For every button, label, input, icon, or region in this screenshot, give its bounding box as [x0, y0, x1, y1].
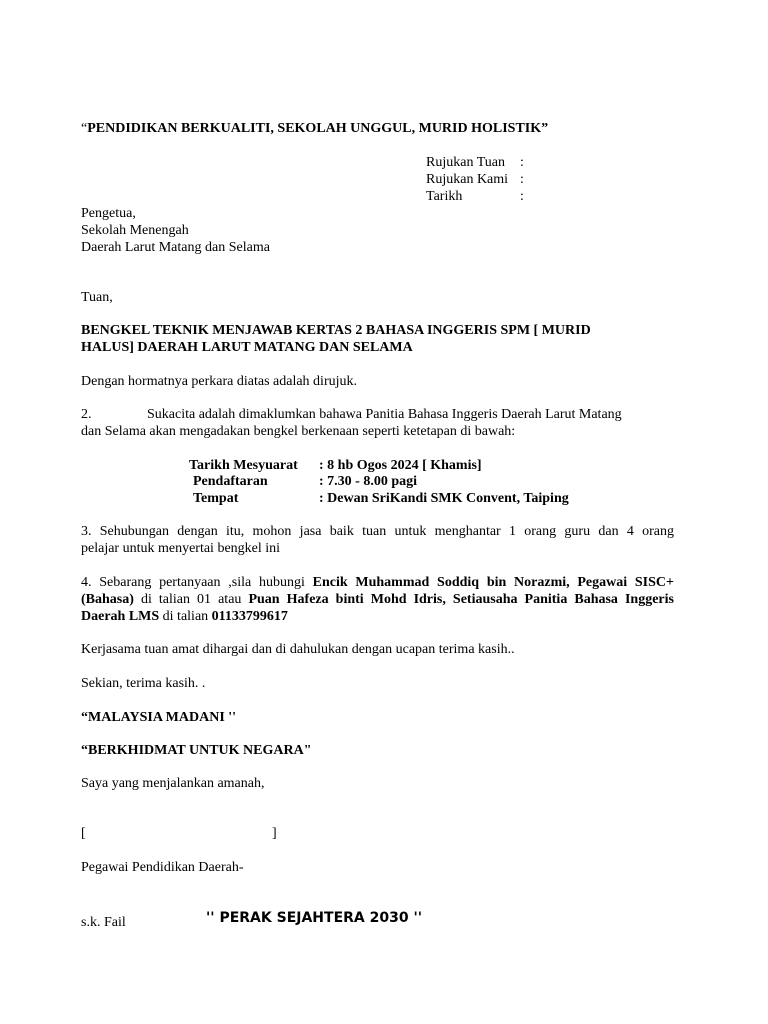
contact-person-2: Puan Hafeza binti Mohd Idris, Setiausaha Panitia Bahasa Inggeris Daerah LMS — [81, 592, 674, 624]
paragraph-3-line-2: pelajar untuk menyertai bengkel ini — [81, 541, 281, 556]
closing-sentence: Sekian, terima kasih. . — [81, 676, 206, 691]
trust-statement: Saya yang menjalankan amanah, — [81, 776, 265, 791]
event-value: : Dewan SriKandi SMK Convent, Taiping — [319, 491, 569, 506]
reference-separator: : — [520, 172, 524, 187]
event-date-row — [189, 457, 482, 474]
motto-open-quote: “ — [81, 121, 88, 136]
recipient-line-3: Daerah Larut Matang dan Selama — [81, 240, 270, 255]
event-venue-row — [189, 490, 569, 507]
paragraph-number: 2. — [81, 407, 92, 422]
salutation: Tuan, — [81, 290, 113, 305]
reference-separator: : — [520, 155, 524, 170]
reference-date — [426, 188, 524, 205]
paragraph-4 — [81, 574, 674, 625]
reference-your — [426, 154, 524, 171]
event-label: Pendaftaran — [193, 474, 268, 489]
paragraph-4-text: di talian — [159, 609, 212, 624]
recipient-line-1: Pengetua, — [81, 206, 136, 221]
event-registration-row — [189, 473, 417, 490]
event-label: Tarikh Mesyuarat — [189, 458, 298, 473]
event-label: Tempat — [193, 491, 239, 506]
event-value: : 7.30 - 8.00 pagi — [319, 474, 417, 489]
cc-file: s.k. Fail — [81, 915, 126, 930]
reference-separator: : — [520, 189, 524, 204]
paragraph-2-line-1 — [81, 406, 622, 423]
paragraph-2-line-2: dan Selama akan mengadakan bengkel berkenaan seperti ketetapan di bawah: — [81, 424, 516, 439]
paragraph-3-line-1: 3. Sehubungan dengan itu, mohon jasa baik tuan untuk menghantar 1 orang guru dan 4 orang — [81, 524, 674, 539]
opening-sentence: Dengan hormatnya perkara diatas adalah dirujuk. — [81, 374, 358, 389]
subject-line-2: HALUS] DAERAH LARUT MATANG DAN SELAMA — [81, 340, 413, 355]
reference-label: Tarikh — [426, 189, 463, 204]
signature-close-bracket: ] — [272, 826, 277, 841]
perak-slogan: '' PERAK SEJAHTERA 2030 '' — [206, 910, 423, 926]
reference-label: Rujukan Kami — [426, 172, 509, 187]
motto-text: PENDIDIKAN BERKUALITI, SEKOLAH UNGGUL, MURID HOLISTIK” — [87, 121, 549, 136]
reference-ours — [426, 171, 524, 188]
slogan-berkhidmat: “BERKHIDMAT UNTUK NEGARA" — [81, 743, 312, 758]
signature-open-bracket: [ — [81, 826, 86, 841]
subject-line-1: BENGKEL TEKNIK MENJAWAB KERTAS 2 BAHASA INGGERIS SPM [ MURID — [81, 323, 591, 338]
reference-label: Rujukan Tuan — [426, 155, 505, 170]
recipient-line-2: Sekolah Menengah — [81, 223, 189, 238]
contact-phone: 01133799617 — [211, 609, 288, 624]
thanks-sentence: Kerjasama tuan amat dihargai dan di dahulukan dengan ucapan terima kasih.. — [81, 642, 515, 657]
officer-title: Pegawai Pendidikan Daerah- — [81, 860, 244, 875]
motto-heading — [81, 120, 548, 137]
event-value: : 8 hb Ogos 2024 [ Khamis] — [319, 458, 482, 473]
contact-person-1: Encik Muhammad Soddiq bin Norazmi, Pegawai SISC+ (Bahasa) — [81, 575, 675, 607]
paragraph-4-text: di talian 01 atau — [133, 592, 249, 607]
paragraph-text: Sukacita adalah dimaklumkan bahawa Panitia Bahasa Inggeris Daerah Larut Matang — [147, 407, 622, 422]
slogan-malaysia-madani: “MALAYSIA MADANI '' — [81, 710, 237, 725]
paragraph-4-text: 4. Sebarang pertanyaan ,sila hubungi — [81, 575, 313, 590]
